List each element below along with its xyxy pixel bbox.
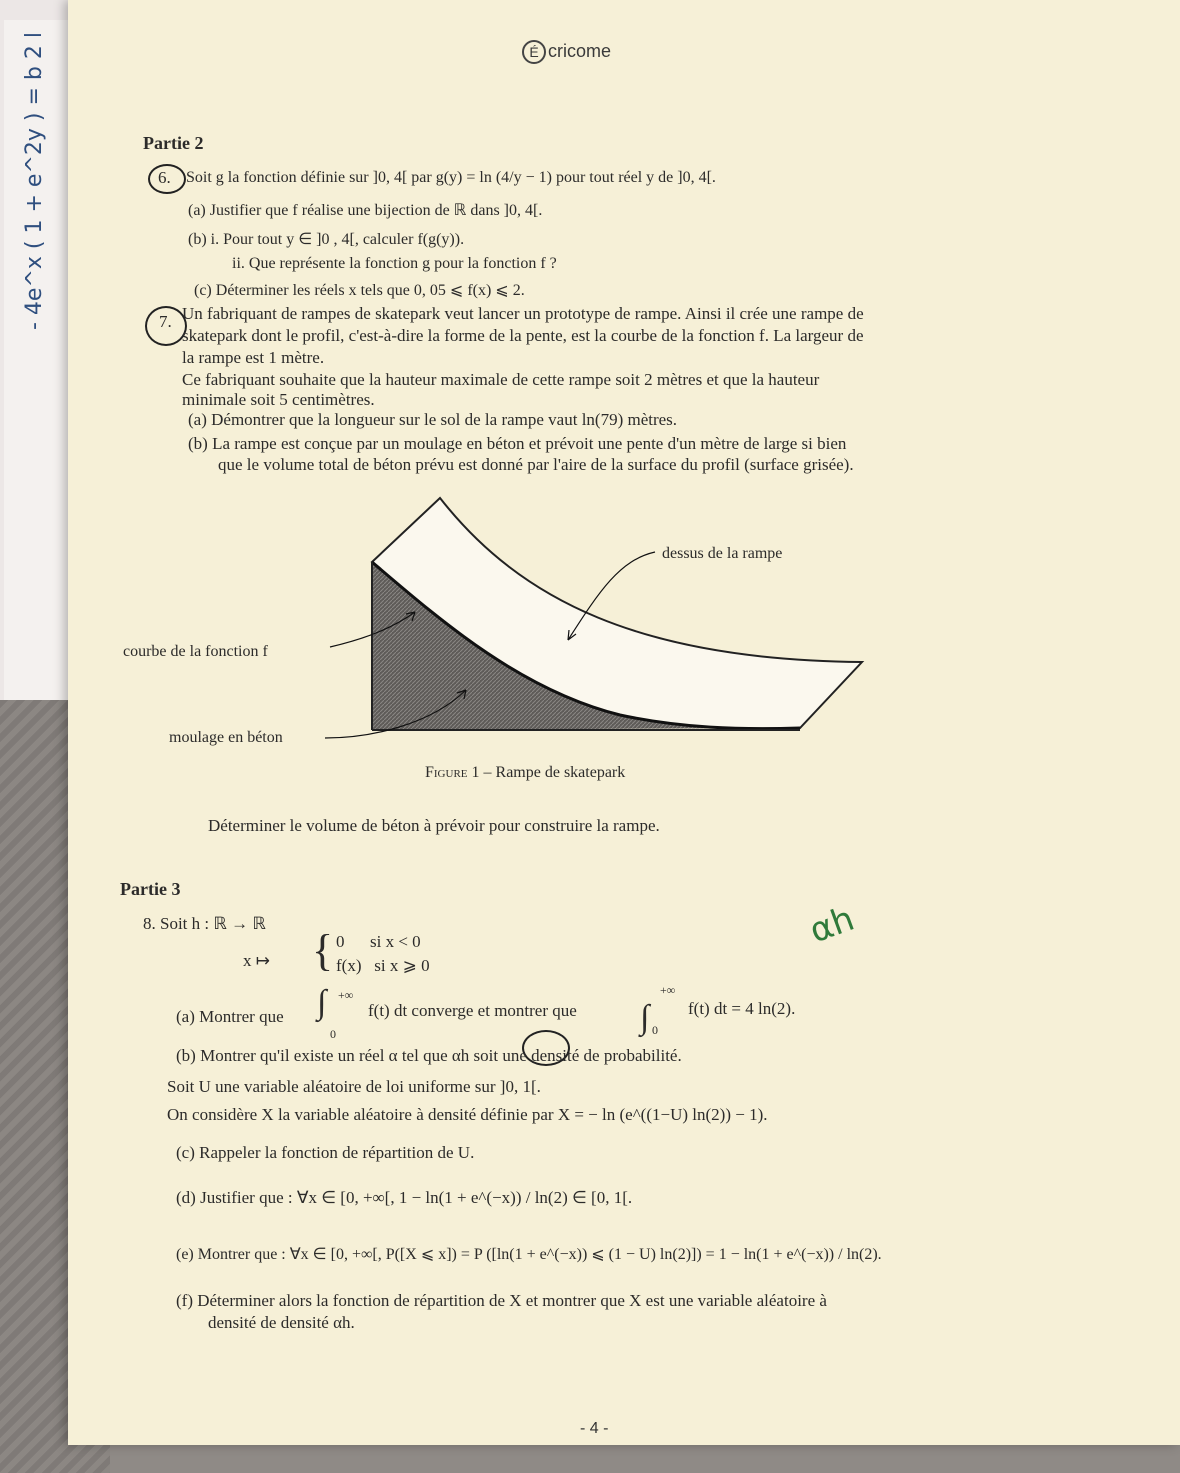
- q6-number: 6.: [158, 168, 171, 187]
- partie3-title: Partie 3: [120, 879, 181, 899]
- q8f-line2: densité de densité αh.: [208, 1313, 355, 1332]
- q8-intro: 8. Soit h : ℝ → ℝ: [143, 914, 266, 933]
- q8a-prefix: (a) Montrer que: [176, 1007, 284, 1026]
- integral-upper-1: +∞: [338, 988, 354, 1002]
- q6a-text: (a) Justifier que f réalise une bijection de ℝ dans ]0, 4[.: [188, 202, 543, 219]
- integral-sign-2: ∫: [640, 999, 650, 1036]
- partie2-title: Partie 2: [143, 133, 204, 153]
- q8-X: On considère X la variable aléatoire à densité définie par X = − ln (e^((1−U) ln(2)) − 1).: [167, 1105, 768, 1124]
- q6-text: Soit g la fonction définie sur ]0, 4[ par g(y) = ln (4/y − 1) pour tout réel y de ]0, 4[.: [186, 169, 716, 186]
- q6c-text: (c) Déterminer les réels x tels que 0, 05 ⩽ f(x) ⩽ 2.: [194, 282, 525, 299]
- q8-brace: {: [312, 926, 334, 975]
- q7-line2: skatepark dont le profil, c'est-à-dire la forme de la pente, est la courbe de la fonction f. La largeur de: [182, 326, 864, 345]
- q8b-text: (b) Montrer qu'il existe un réel α tel que αh soit une densité de probabilité.: [176, 1046, 682, 1065]
- q7-final: Déterminer le volume de béton à prévoir pour construire la rampe.: [208, 816, 660, 835]
- integral-lower-2: 0: [652, 1023, 658, 1037]
- q8f-line1: (f) Déterminer alors la fonction de répartition de X et montrer que X est une variable aléatoire à: [176, 1291, 827, 1310]
- q8a-middle: f(t) dt converge et montrer que: [368, 1001, 577, 1020]
- q8-U: Soit U une variable aléatoire de loi uniforme sur ]0, 1[.: [167, 1077, 541, 1096]
- integral-sign-1: ∫: [317, 984, 327, 1021]
- q7b-line1: (b) La rampe est conçue par un moulage en béton et prévoit une pente d'un mètre de large si bien: [188, 434, 847, 453]
- q7b-line2: que le volume total de béton prévu est donné par l'aire de la surface du profil (surface grisée).: [218, 455, 854, 474]
- q8-map: x ↦: [243, 951, 270, 970]
- q7-line3: la rampe est 1 mètre.: [182, 348, 325, 367]
- handwritten-green-note: αh: [804, 898, 860, 952]
- figure-caption: Figure 1 – Rampe de skatepark: [425, 764, 626, 781]
- q6b-i-text: (b) i. Pour tout y ∈ ]0 , 4[, calculer f(g(y)).: [188, 231, 465, 248]
- integral-upper-2: +∞: [660, 983, 676, 997]
- q8a-end: f(t) dt = 4 ln(2).: [688, 999, 796, 1018]
- q8c-text: (c) Rappeler la fonction de répartition de U.: [176, 1143, 475, 1162]
- q8e-text: (e) Montrer que : ∀x ∈ [0, +∞[, P([X ⩽ x]) = P ([ln(1 + e^(−x)) ⩽ (1 − U) ln(2)]) = 1 − ln(1 + e^(−x)) / ln(2).: [176, 1246, 882, 1263]
- label-courbe-f: courbe de la fonction f: [123, 643, 268, 660]
- q7-number: 7.: [159, 312, 172, 331]
- label-dessus-rampe: dessus de la rampe: [662, 545, 783, 562]
- q8-case2: f(x) si x ⩾ 0: [336, 956, 430, 975]
- q7-line4: Ce fabriquant souhaite que la hauteur maximale de cette rampe soit 2 mètres et que la hauteur: [182, 370, 820, 389]
- q7-line1: Un fabriquant de rampes de skatepark veut lancer un prototype de rampe. Ainsi il crée une rampe de: [182, 304, 864, 323]
- integral-lower-1: 0: [330, 1027, 336, 1041]
- q8d-text: (d) Justifier que : ∀x ∈ [0, +∞[, 1 − ln(1 + e^(−x)) / ln(2) ∈ [0, 1[.: [176, 1188, 633, 1207]
- page-number: - 4 -: [580, 1420, 609, 1437]
- label-moulage: moulage en béton: [169, 729, 283, 746]
- q7-line5: minimale soit 5 centimètres.: [182, 390, 375, 409]
- handwritten-margin-note: - 4e^x ( 1 + e^2y ) = b 2 l: [22, 32, 47, 330]
- q6b-ii-text: ii. Que représente la fonction g pour la fonction f ?: [232, 255, 557, 272]
- ecricome-logo: É cricome: [522, 40, 611, 64]
- q8-case1: 0 si x < 0: [336, 932, 421, 951]
- q7a-text: (a) Démontrer que la longueur sur le sol de la rampe vaut ln(79) mètres.: [188, 410, 678, 429]
